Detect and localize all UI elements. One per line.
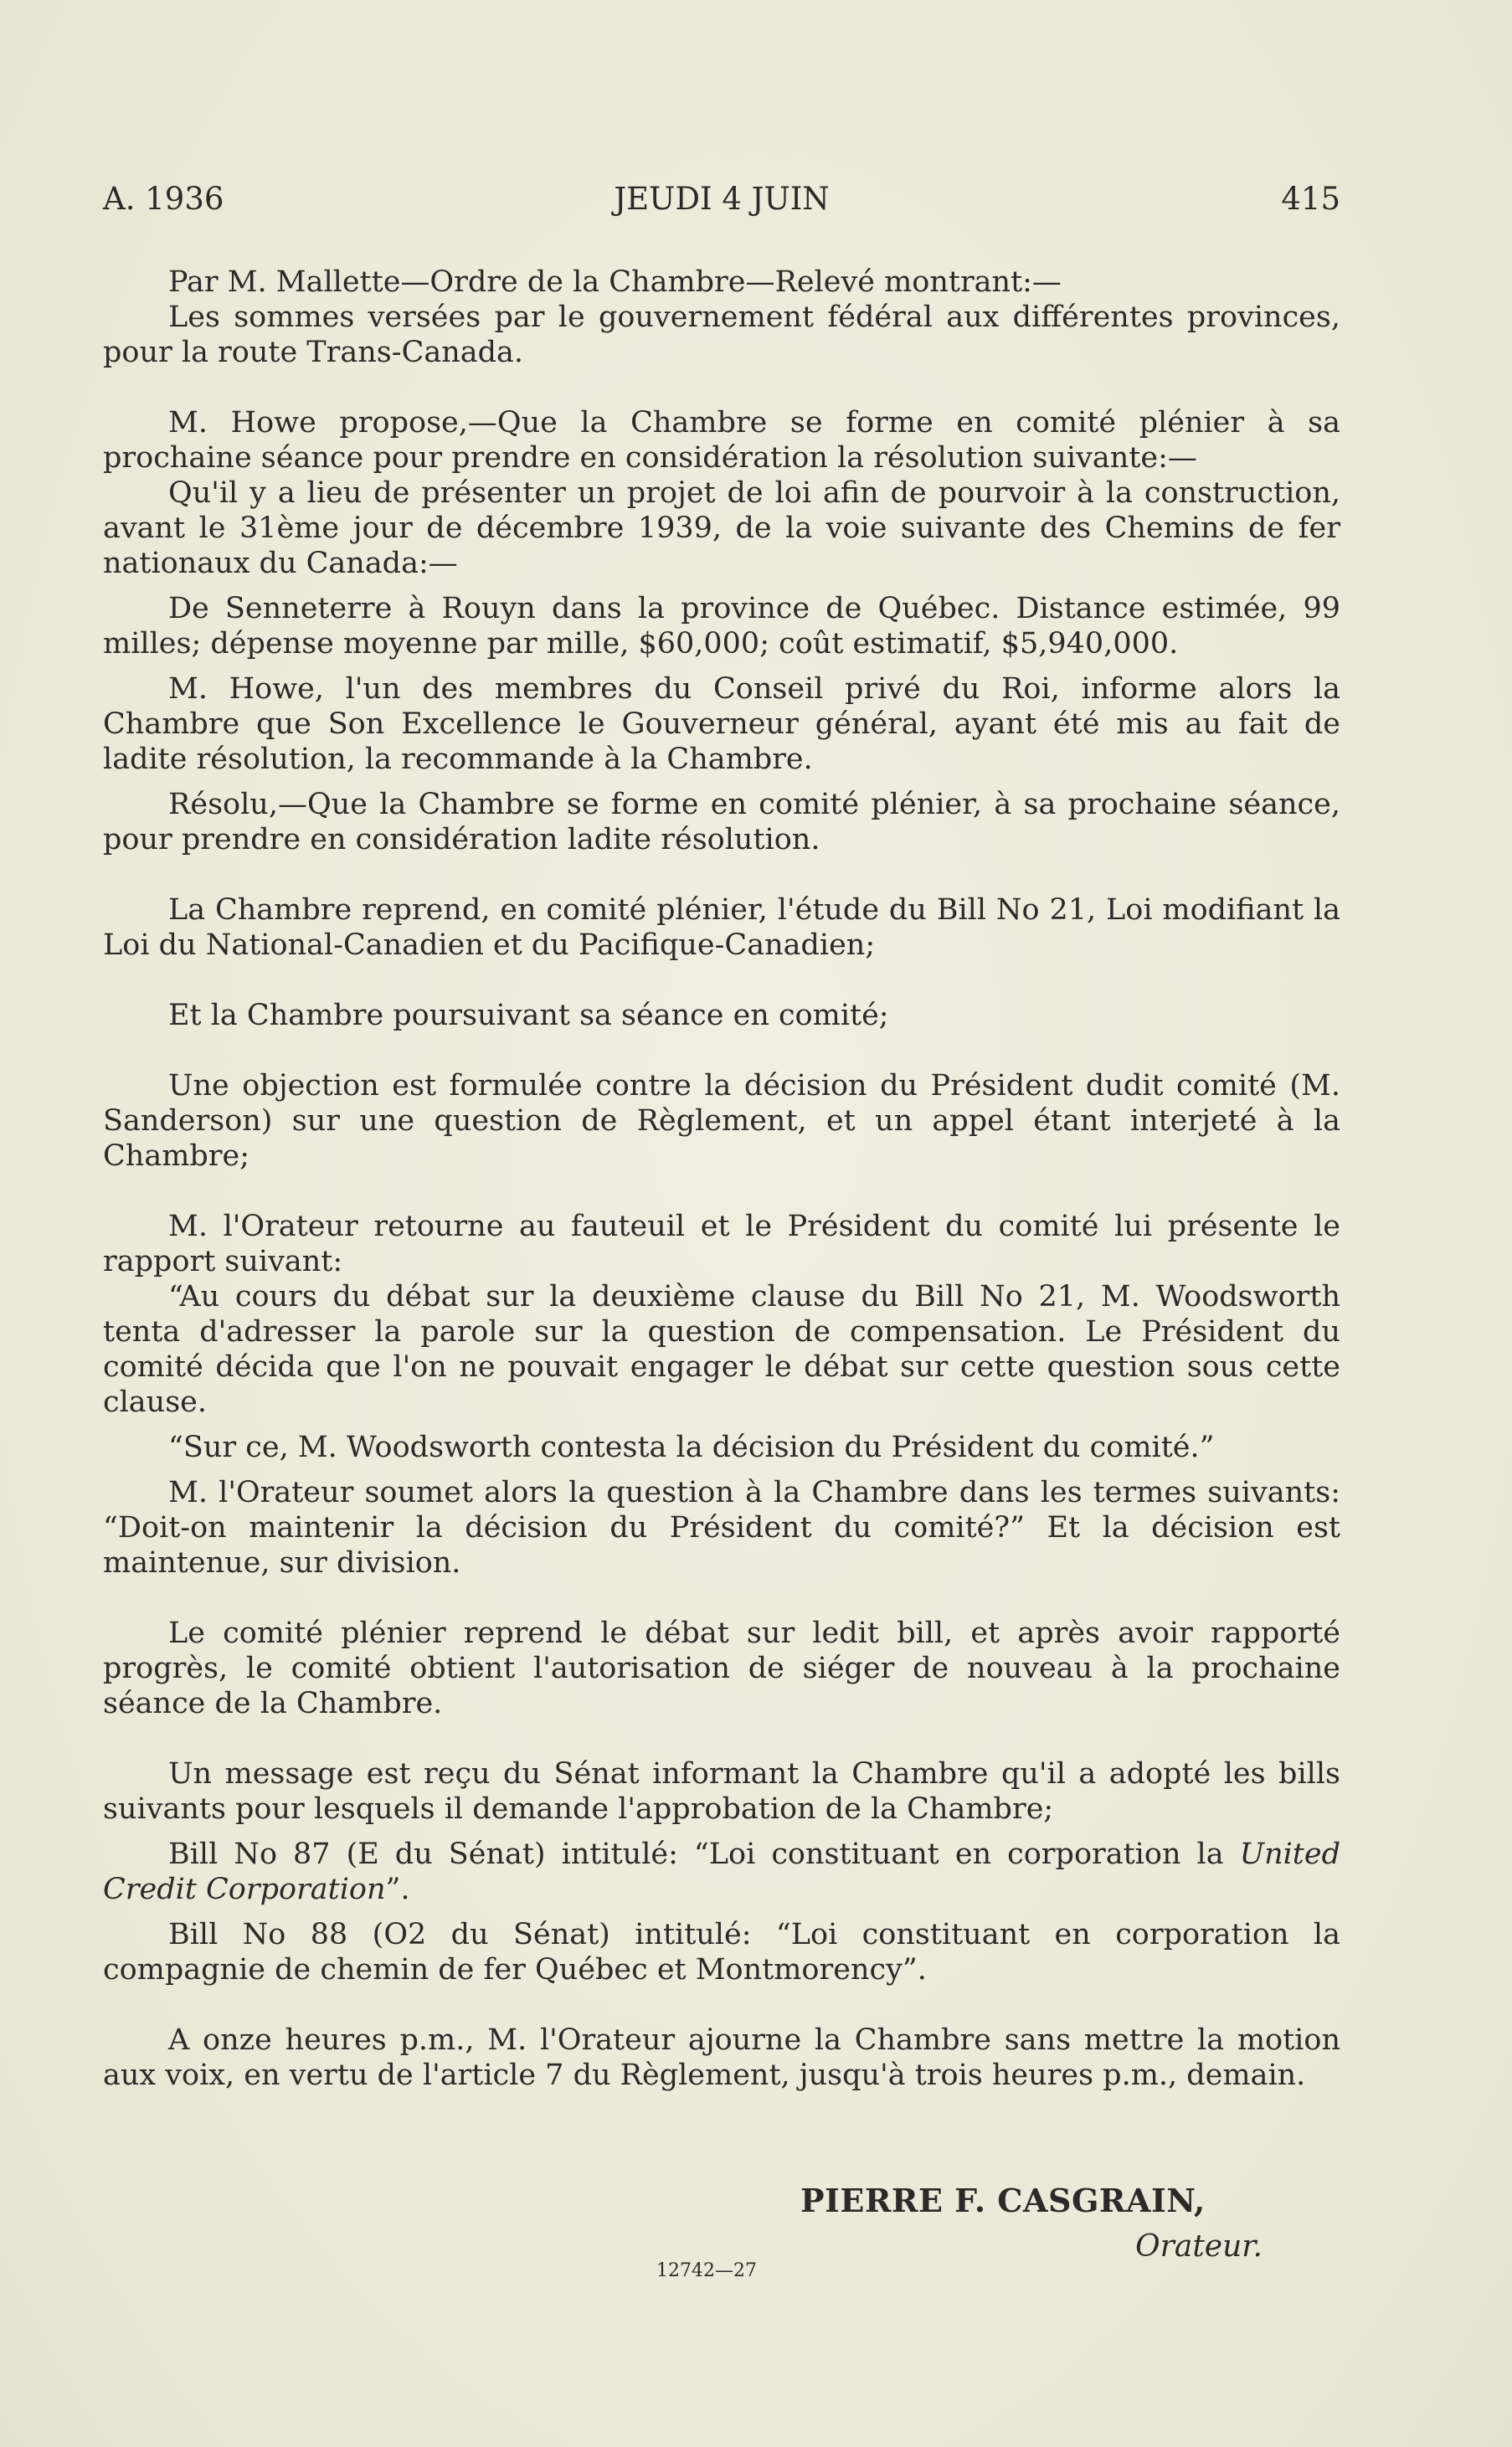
signatory-name: PIERRE F. CASGRAIN, [800, 2182, 1206, 2219]
bill-87-closing: ”. [385, 1873, 410, 1906]
paragraph-senneterre-rouyn: De Senneterre à Rouyn dans la province de Québec. Distance estimée, 99 milles; dépense moyenne par mille, $60,000; coût estimatif, $5,940,000. [103, 592, 1340, 661]
paragraph-bill-88: Bill No 88 (O2 du Sénat) intitulé: “Loi constituant en corporation la compagnie de chemin de fer Québec et Montmorency”. [103, 1918, 1340, 1987]
paragraph-order-mallette: Par M. Mallette—Ordre de la Chambre—Relevé montrant:— [168, 265, 1062, 299]
paragraph-woodsworth-appeal: “Sur ce, M. Woodsworth contesta la décision du Président du comité.” [168, 1431, 1215, 1464]
document-body [103, 265, 1340, 2093]
paragraph-report-quote: “Au cours du débat sur la deuxième clause du Bill No 21, M. Woodsworth tenta d'adresser la parole sur la question de compensation. Le Président du comité décida que l'on ne pouvait engager le débat sur cette question sous cette clause. [103, 1280, 1340, 1419]
print-code: 12742—27 [656, 2260, 757, 2281]
paragraph-sitting-in-committee: Et la Chambre poursuivant sa séance en comité; [168, 999, 889, 1032]
paragraph-committee-progress: Le comité plénier reprend le débat sur ledit bill, et après avoir rapporté progrès, le comité obtient l'autorisation de siéger de nouveau à la prochaine séance de la Chambre. [103, 1617, 1340, 1720]
paragraph-speaker-returns: M. l'Orateur retourne au fauteuil et le Président du comité lui présente le rapport suivant: [103, 1210, 1340, 1278]
paragraph-howe-informs: M. Howe, l'un des membres du Conseil privé du Roi, informe alors la Chambre que Son Excellence le Gouverneur général, ayant été mis au fait de ladite résolution, la recommande à la Chambre. [103, 672, 1340, 776]
paragraph-howe-proposes: M. Howe propose,—Que la Chambre se forme en comité plénier à sa prochaine séance pour prendre en considération la résolution suivante:— [103, 406, 1340, 475]
bill-87-text: Bill No 87 (E du Sénat) intitulé: “Loi constituant en corporation la [168, 1838, 1240, 1871]
paragraph-sums-trans-canada: Les sommes versées par le gouvernement fédéral aux différentes provinces, pour la route Trans-Canada. [103, 301, 1340, 369]
paragraph-bill-87 [103, 1837, 1340, 1907]
page-number: 415 [1281, 181, 1340, 217]
paragraph-senate-message: Un message est reçu du Sénat informant la Chambre qu'il a adopté les bills suivants pour lesquels il demande l'approbation de la Chambre; [103, 1757, 1340, 1826]
paragraph-speaker-question: M. l'Orateur soumet alors la question à la Chambre dans les termes suivants: “Doit-on maintenir la décision du Président du comité?” Et la décision est maintenue, sur division. [103, 1476, 1340, 1580]
paragraph-resolution-text: Qu'il y a lieu de présenter un projet de loi afin de pourvoir à la construction, avant le 31ème jour de décembre 1939, de la voie suivante des Chemins de fer nationaux du Canada:— [103, 476, 1340, 580]
page-header [103, 178, 1340, 220]
paragraph-resolved: Résolu,—Que la Chambre se forme en comité plénier, à sa prochaine séance, pour prendre en considération ladite résolution. [103, 788, 1340, 856]
signature-block [800, 2180, 1269, 2267]
paragraph-adjournment: A onze heures p.m., M. l'Orateur ajourne la Chambre sans mettre la motion aux voix, en vertu de l'article 7 du Règlement, jusqu'à trois heures p.m., demain. [103, 2023, 1340, 2092]
header-year: A. 1936 [103, 181, 224, 217]
bill-87-corporation-name: United Credit Corporation [103, 1838, 1340, 1906]
header-date: JEUDI 4 JUIN [614, 181, 830, 217]
paragraph-committee-bill-21: La Chambre reprend, en comité plénier, l'étude du Bill No 21, Loi modifiant la Loi du National-Canadien et du Pacifique-Canadien; [103, 893, 1340, 962]
signatory-title: Orateur. [1135, 2229, 1263, 2264]
paragraph-objection: Une objection est formulée contre la décision du Président dudit comité (M. Sanderson) sur une question de Règlement, et un appel étant interjeté à la Chambre; [103, 1069, 1340, 1173]
